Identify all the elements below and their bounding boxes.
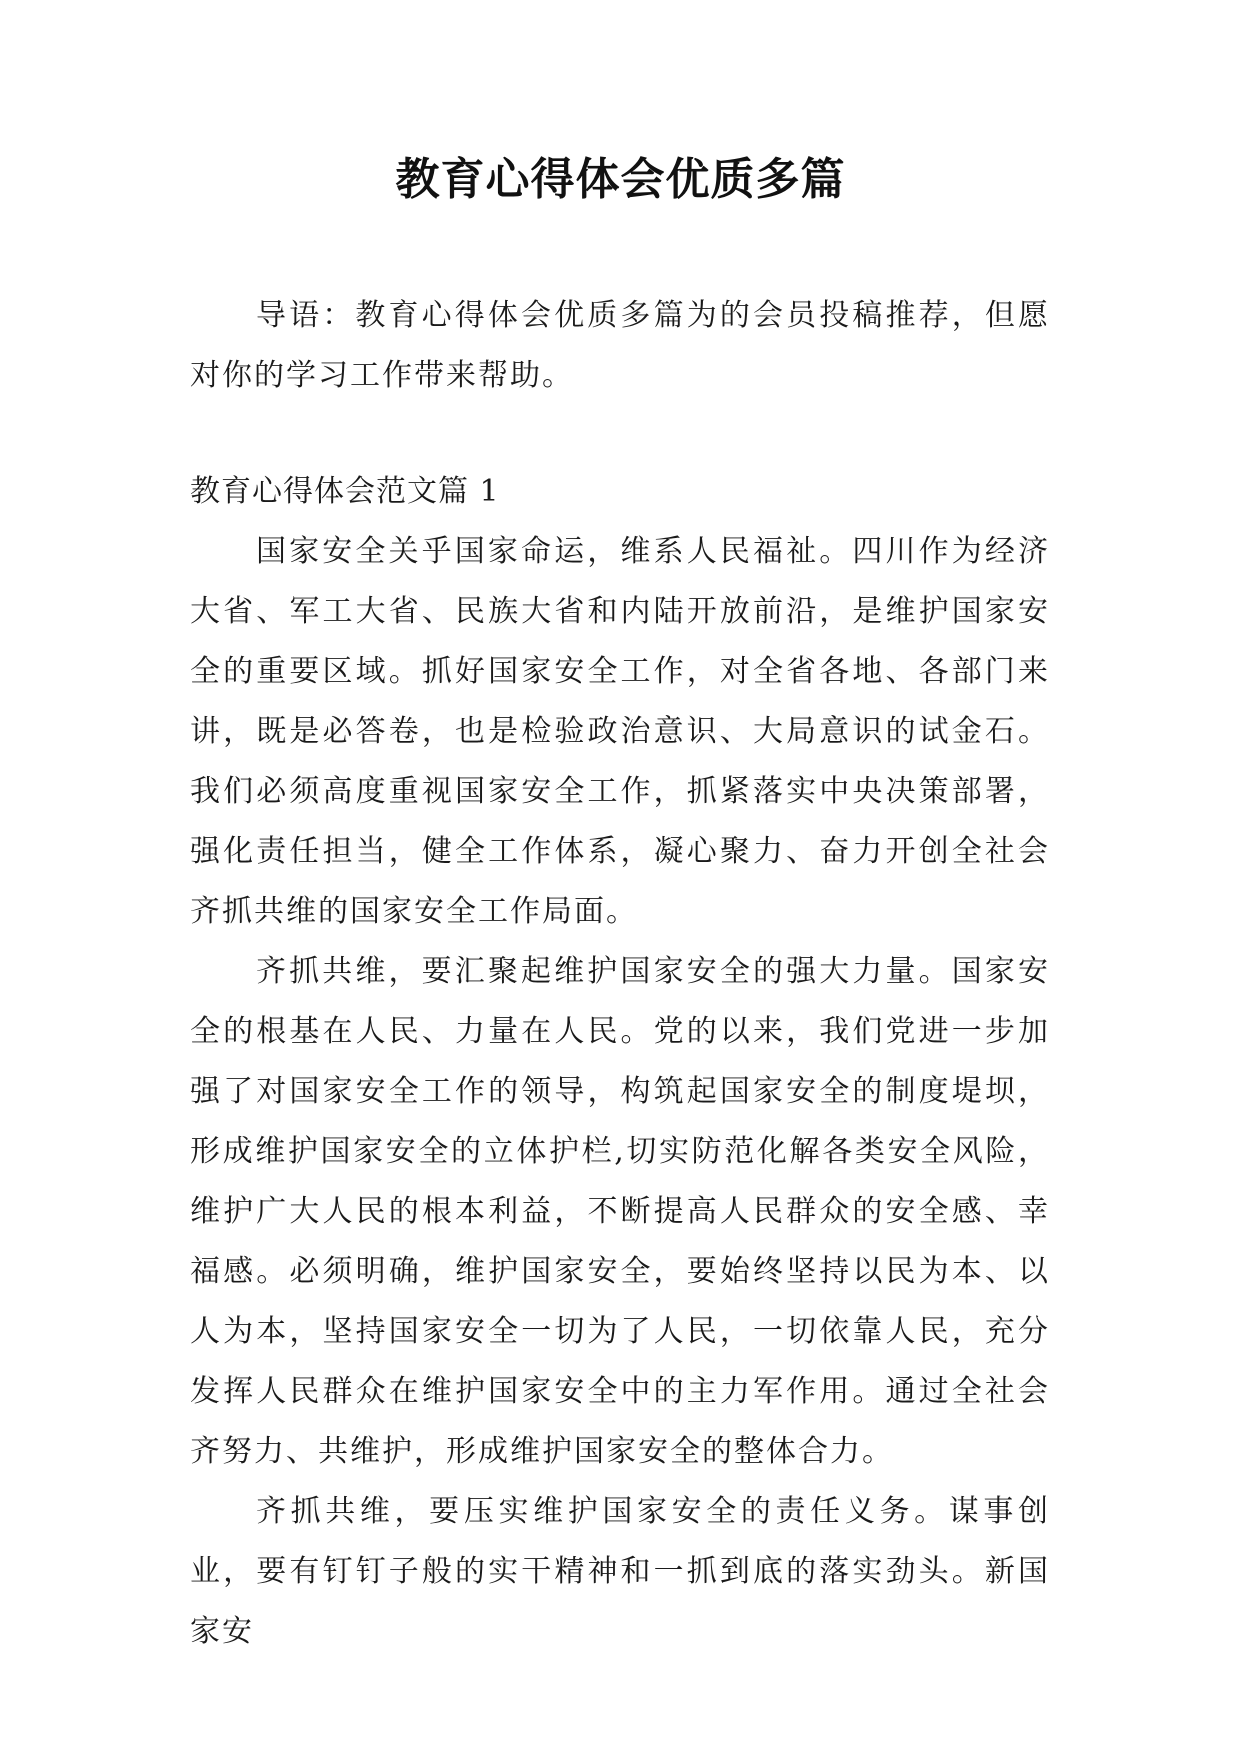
intro-paragraph: 导语：教育心得体会优质多篇为的会员投稿推荐，但愿对你的学习工作带来帮助。 — [190, 298, 1050, 393]
section-heading: 教育心得体会范文篇 1 — [190, 474, 500, 509]
body-paragraph: 齐抓共维，要汇聚起维护国家安全的强大力量。国家安全的根基在人民、力量在人民。党的以来，我们党进一步加强了对国家安全工作的领导，构筑起国家安全的制度堤坝，形成维护国家安全的立体护栏,切实防范化解各类安全风险，维护广大人民的根本利益，不断提高人民群众的安全感、幸福感。必须明确，维护国家安全，要始终坚持以民为本、以人为本，坚持国家安全一切为了人民，一切依靠人民，充分发挥人民群众在维护国家安全中的主力军作用。通过全社会齐努力、共维护，形成维护国家安全的整体合力。 — [190, 954, 1050, 1469]
section-body — [190, 522, 1050, 1662]
document-title: 教育心得体会优质多篇 — [395, 154, 846, 205]
body-paragraph: 齐抓共维，要压实维护国家安全的责任义务。谋事创业，要有钉钉子般的实干精神和一抓到底的落实劲头。新国家安 — [190, 1494, 1050, 1649]
body-paragraph: 国家安全关乎国家命运，维系人民福祉。四川作为经济大省、军工大省、民族大省和内陆开放前沿，是维护国家安全的重要区域。抓好国家安全工作，对全省各地、各部门来讲，既是必答卷，也是检验政治意识、大局意识的试金石。我们必须高度重视国家安全工作，抓紧落实中央决策部署，强化责任担当，健全工作体系，凝心聚力、奋力开创全社会齐抓共维的国家安全工作局面。 — [190, 534, 1050, 929]
